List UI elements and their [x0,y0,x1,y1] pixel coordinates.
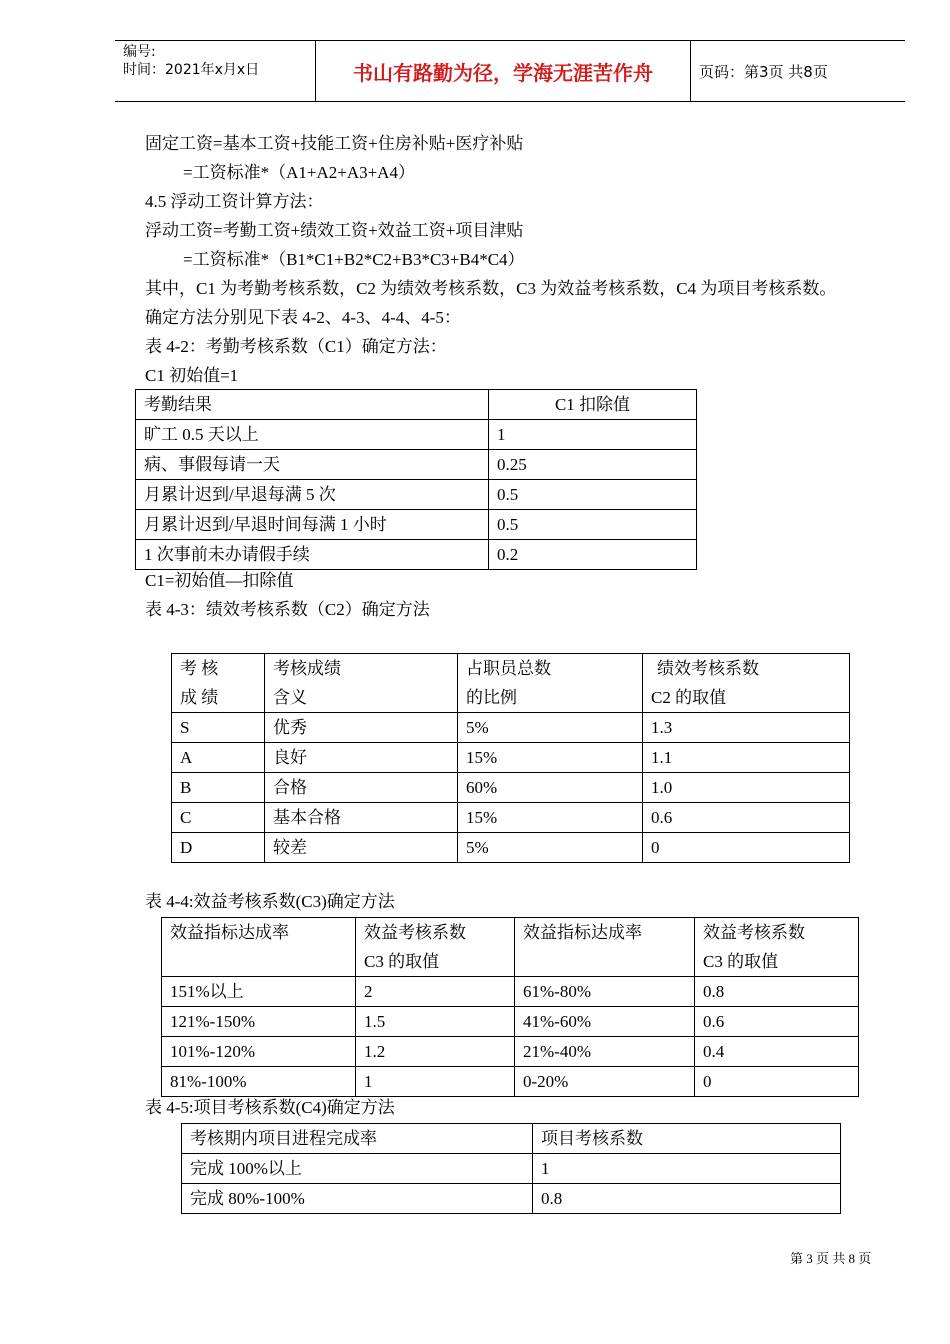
table-header-cell [162,918,356,977]
header-line: 占职员总数 [466,659,551,678]
table-4-4 [161,917,859,1097]
table-cell: 0-20% [515,1067,695,1097]
table-cell: S [172,713,265,743]
table-cell: 101%-120% [162,1037,356,1067]
table-cell: 0 [695,1067,859,1097]
header-line: 的比例 [466,688,517,707]
table-header-row [182,1124,841,1154]
table-cell: 0.8 [533,1184,841,1214]
header-line: 考核成绩 [273,659,341,678]
header-line: C2 的取值 [651,688,727,707]
date-label: 时间：2021年x月x日 [123,62,260,78]
table-cell: 合格 [265,773,458,803]
code-label: 编号: [123,44,156,60]
table-header-cell [356,918,515,977]
table-4-5-caption: 表 4-5:项目考核系数(C4)确定方法 [145,1098,395,1117]
table-cell: 0.6 [695,1007,859,1037]
text-line-floating-formula: =工资标准*（B1*C1+B2*C2+B3*C3+B4*C4） [183,250,525,269]
page-header [115,40,905,102]
text-line-fixed-salary: 固定工资=基本工资+技能工资+住房补贴+医疗补贴 [145,134,524,153]
table-cell: 21%-40% [515,1037,695,1067]
table-cell: 基本合格 [265,803,458,833]
table-cell: 0.25 [489,450,697,480]
header-line: C3 的取值 [364,952,440,971]
header-line: 效益考核系数 [364,923,466,942]
table-cell: 15% [458,743,643,773]
table-4-5 [181,1123,841,1214]
table-cell: 60% [458,773,643,803]
table-cell: 完成 80%-100% [182,1184,533,1214]
table-header-cell [643,654,850,713]
table-cell: 5% [458,713,643,743]
table-header-cell: 考勤结果 [136,390,489,420]
table-row [162,1007,859,1037]
table-header-row [162,918,859,977]
header-line: 效益考核系数 [703,923,805,942]
text-line-floating-salary: 浮动工资=考勤工资+绩效工资+效益工资+项目津贴 [145,221,524,240]
table-cell: 1.1 [643,743,850,773]
table-row [172,833,850,863]
table-cell: 0.2 [489,540,697,570]
table-header-cell: 考核期内项目进程完成率 [182,1124,533,1154]
table-cell: 1 [489,420,697,450]
table-header-cell [172,654,265,713]
table-cell: 0 [643,833,850,863]
table-cell: 81%-100% [162,1067,356,1097]
table-cell: 5% [458,833,643,863]
table-cell: 121%-150% [162,1007,356,1037]
table-4-2-caption: 表 4-2：考勤考核系数（C1）确定方法： [145,337,447,356]
table-cell: 较差 [265,833,458,863]
page-footer: 第 3 页 共 8 页 [790,1251,872,1266]
table-row [182,1184,841,1214]
header-meta [123,43,259,79]
table-header-cell [695,918,859,977]
table-cell: D [172,833,265,863]
table-row [172,803,850,833]
table-cell: 0.6 [643,803,850,833]
text-line-fixed-formula: =工资标准*（A1+A2+A3+A4） [183,163,415,182]
table-header-cell: 项目考核系数 [533,1124,841,1154]
table-cell: B [172,773,265,803]
header-motto: 书山有路勤为径，学海无涯苦作舟 [315,41,691,101]
table-cell: 1 次事前未办请假手续 [136,540,489,570]
table-cell: 优秀 [265,713,458,743]
header-page-label: 页码：第3页 共8页 [699,62,828,81]
text-line-methods: 确定方法分别见下表 4-2、4-3、4-4、4-5： [145,308,461,327]
table-header-row [136,390,697,420]
table-row [162,1067,859,1097]
header-line: 含义 [273,688,307,707]
header-line: 成 绩 [180,688,219,707]
table-cell: 1.0 [643,773,850,803]
text-line-section-4-5: 4.5 浮动工资计算方法： [145,192,324,211]
table-row [136,450,697,480]
table-row [162,977,859,1007]
table-cell: 15% [458,803,643,833]
table-row [136,480,697,510]
table-cell: 月累计迟到/早退每满 5 次 [136,480,489,510]
table-header-cell [265,654,458,713]
table-cell: 61%-80% [515,977,695,1007]
table-cell: 0.5 [489,480,697,510]
table-cell: C [172,803,265,833]
table-cell: 月累计迟到/早退时间每满 1 小时 [136,510,489,540]
table-cell: 完成 100%以上 [182,1154,533,1184]
table-row [136,420,697,450]
header-line: 考 核 [180,659,219,678]
table-cell: 旷工 0.5 天以上 [136,420,489,450]
header-line [170,947,347,976]
table-row [172,713,850,743]
header-line [523,947,686,976]
table-cell: 1.3 [643,713,850,743]
table-4-4-caption: 表 4-4:效益考核系数(C3)确定方法 [145,892,395,911]
table-row [136,510,697,540]
text-line-c1-formula: C1=初始值—扣除值 [145,571,294,590]
table-cell: 0.8 [695,977,859,1007]
table-header-cell [515,918,695,977]
table-cell: A [172,743,265,773]
table-header-cell [458,654,643,713]
table-row [182,1154,841,1184]
table-cell: 151%以上 [162,977,356,1007]
table-row [136,540,697,570]
table-row [162,1037,859,1067]
table-cell: 1.2 [356,1037,515,1067]
table-cell: 0.4 [695,1037,859,1067]
table-row [172,773,850,803]
table-4-3-caption: 表 4-3：绩效考核系数（C2）确定方法 [145,600,430,619]
table-cell: 病、事假每请一天 [136,450,489,480]
table-header-cell: C1 扣除值 [489,390,697,420]
table-cell: 0.5 [489,510,697,540]
table-cell: 1 [533,1154,841,1184]
table-cell: 41%-60% [515,1007,695,1037]
table-4-2 [135,389,697,570]
table-row [172,743,850,773]
table-cell: 1 [356,1067,515,1097]
header-line: 绩效考核系数 [657,659,759,678]
table-cell: 良好 [265,743,458,773]
table-cell: 2 [356,977,515,1007]
table-header-row [172,654,850,713]
text-line-c1-initial: C1 初始值=1 [145,366,239,385]
header-line: C3 的取值 [703,952,779,971]
table-cell: 1.5 [356,1007,515,1037]
text-line-coefficients: 其中，C1 为考勤考核系数，C2 为绩效考核系数，C3 为效益考核系数，C4 为项目考核系数。 [145,279,837,298]
header-line: 效益指标达成率 [170,923,289,942]
header-line: 效益指标达成率 [523,923,642,942]
table-4-3 [171,653,850,863]
